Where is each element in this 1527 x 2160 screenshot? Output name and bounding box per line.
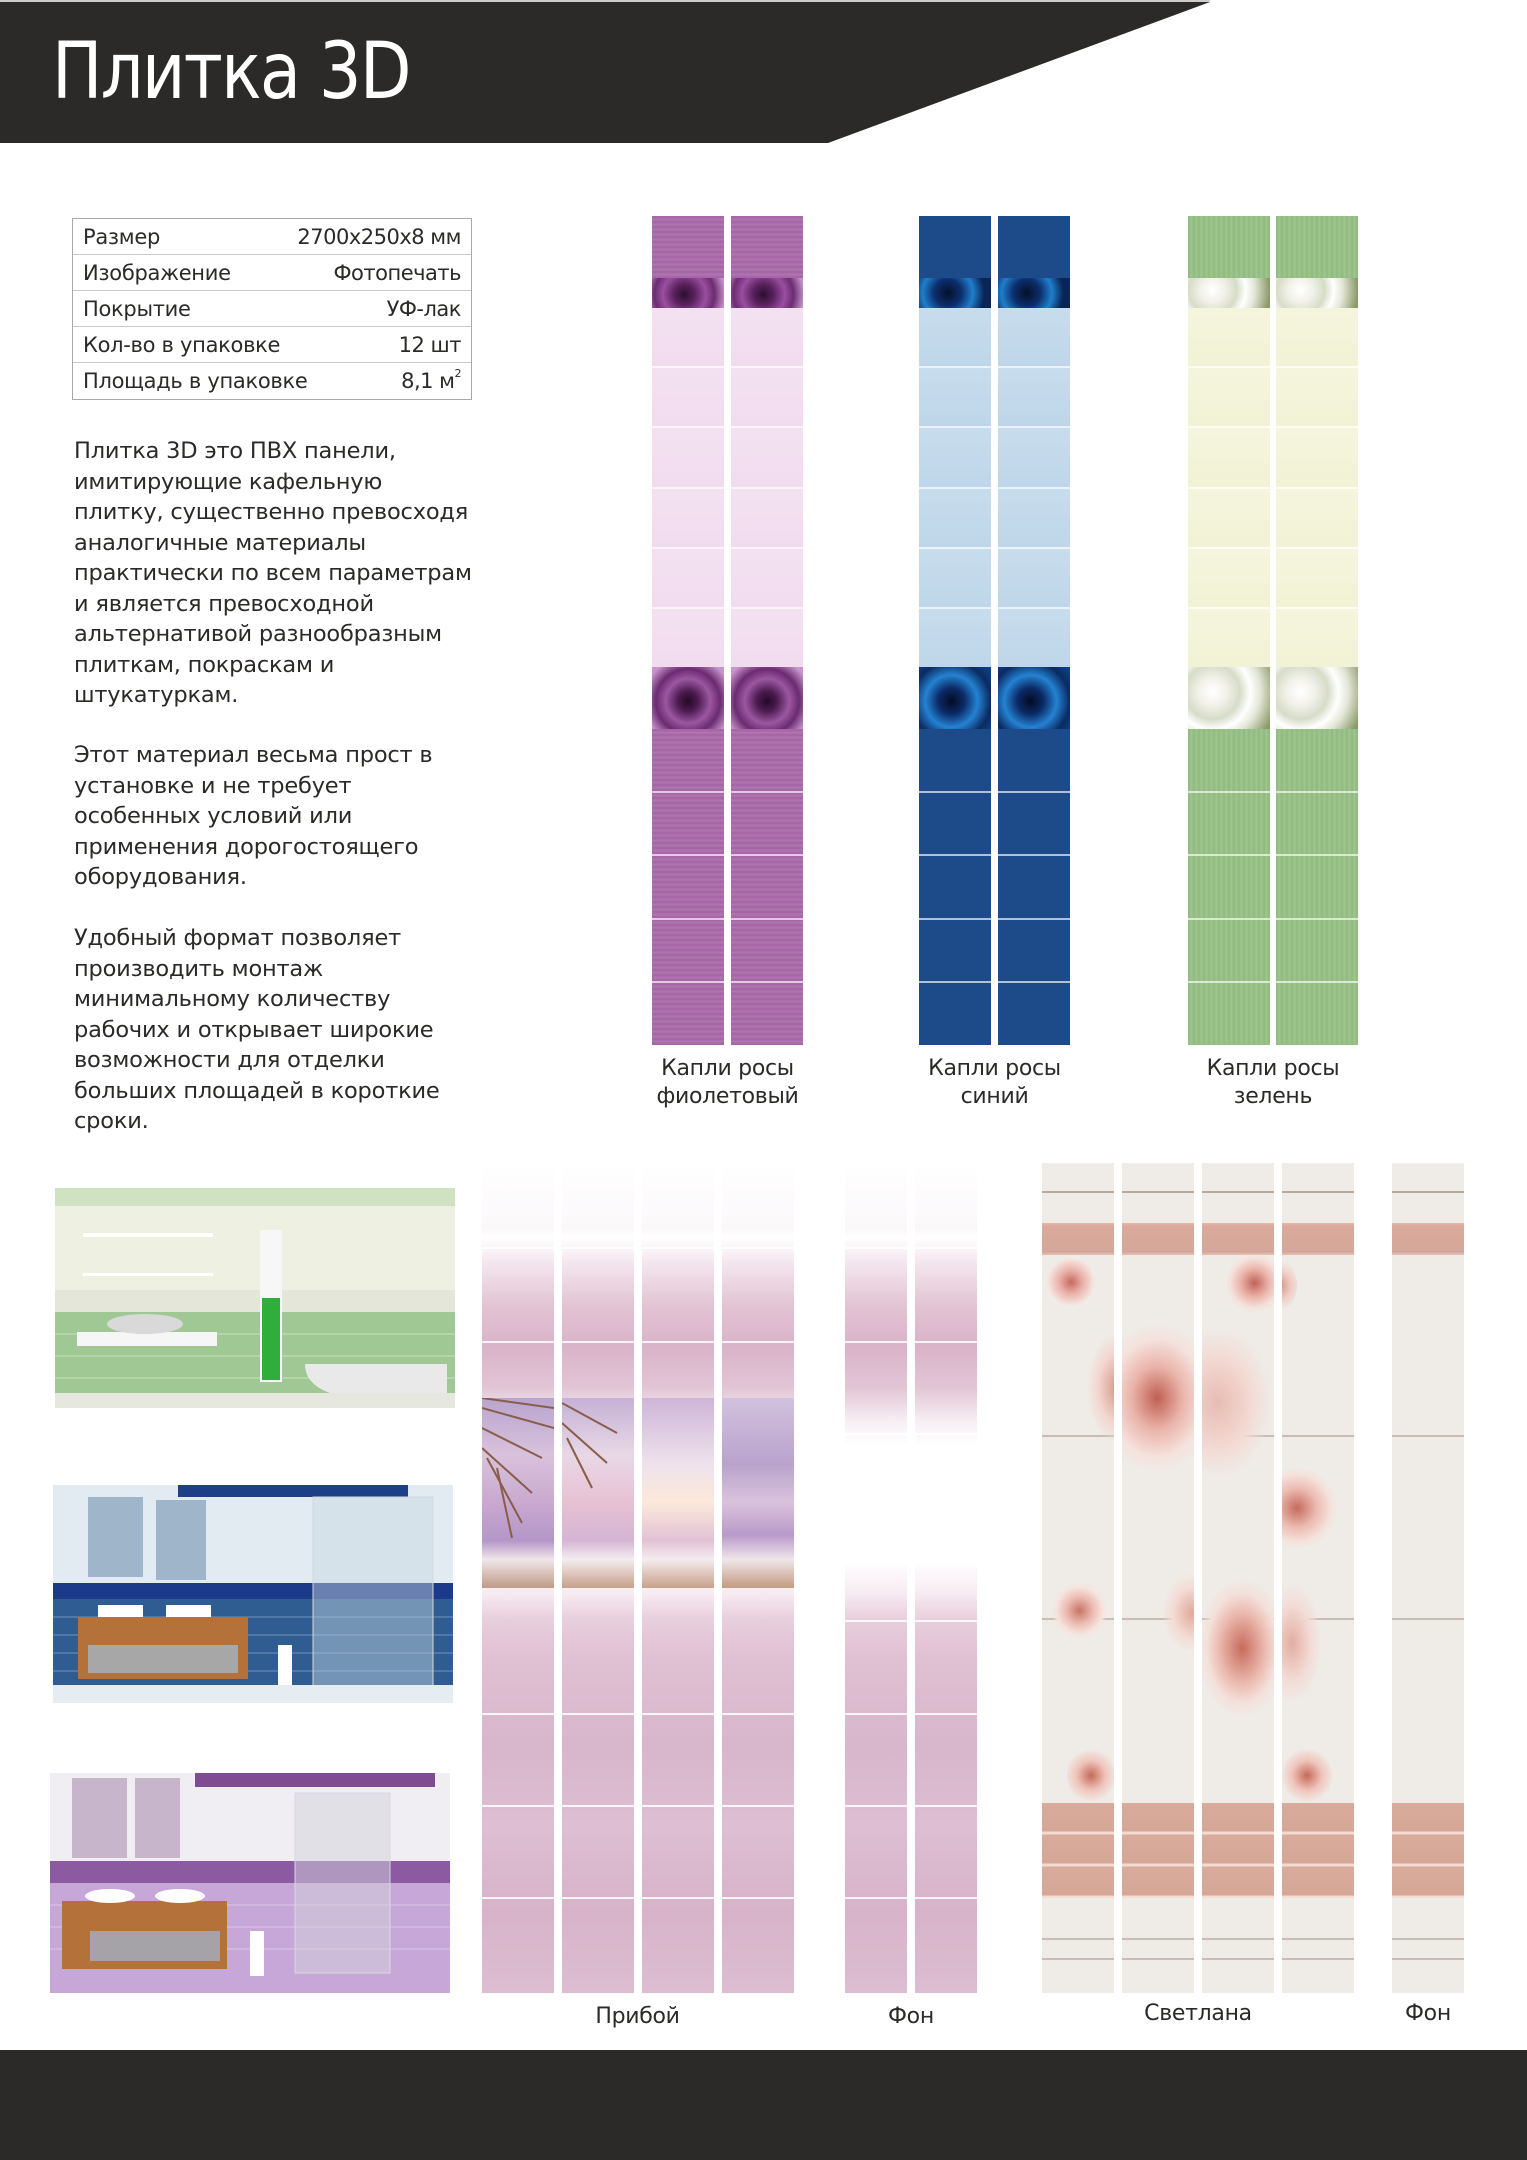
rose-border xyxy=(919,667,991,729)
product-green xyxy=(1188,216,1358,1045)
magnolia-flower-icon xyxy=(1282,1748,1332,1803)
spec-value: 2700x250x8 мм xyxy=(297,224,461,249)
spec-value: УФ-лак xyxy=(386,296,461,321)
panel-strip xyxy=(1042,1163,1114,1993)
photo-green-bathroom xyxy=(55,1188,455,1408)
spec-row-image xyxy=(73,255,471,291)
magnolia-flower-icon xyxy=(1087,1333,1114,1443)
flower-border xyxy=(1188,667,1270,729)
product-caption: Капли росы фиолетовый xyxy=(656,1056,799,1109)
spec-table xyxy=(72,218,472,400)
panel-strip xyxy=(919,216,991,1045)
palm-leaf-icon xyxy=(562,1398,634,1588)
panel-strip xyxy=(998,216,1070,1045)
spec-label: Покрытие xyxy=(83,296,191,321)
magnolia-flower-icon xyxy=(1202,1328,1272,1478)
spec-label: Кол-во в упаковке xyxy=(83,332,281,357)
spec-label: Площадь в упаковке xyxy=(83,369,308,393)
panel-group xyxy=(919,216,1070,1045)
product-caption: Светлана xyxy=(1144,2001,1252,2026)
paragraph-text: Удобный формат позволяет производить монтаж минимальному количеству рабочих и открывает широкие возможности для отделки больших площадей в короткие сроки. xyxy=(74,925,440,1134)
panel-strip xyxy=(642,1163,714,1993)
spec-row-area xyxy=(73,363,471,399)
spec-value: 12 шт xyxy=(398,332,461,357)
page-title: Плитка 3D xyxy=(52,27,410,117)
spec-row-coating xyxy=(73,291,471,327)
flower-border xyxy=(1188,278,1270,308)
spec-value-wrapper xyxy=(401,369,461,393)
description-paragraph-2 xyxy=(74,740,544,893)
panel-group xyxy=(845,1163,977,1993)
rose-border xyxy=(731,667,803,729)
panel-strip xyxy=(1202,1163,1274,1993)
spec-row-size xyxy=(73,219,471,255)
panel-strip xyxy=(1282,1163,1354,1993)
panel-group xyxy=(1188,216,1358,1045)
spec-label: Изображение xyxy=(83,260,231,285)
panel-group xyxy=(652,216,803,1045)
panel-group xyxy=(482,1163,794,1993)
product-svetlana xyxy=(1042,1163,1354,1993)
flower-border xyxy=(1276,278,1358,308)
rose-border xyxy=(652,667,724,729)
magnolia-flower-icon xyxy=(1282,1583,1322,1703)
product-caption: Фон xyxy=(1405,2001,1451,2026)
product-priboy xyxy=(482,1163,794,1993)
seascape-photo xyxy=(562,1398,634,1588)
magnolia-flower-icon xyxy=(1067,1748,1114,1803)
magnolia-flower-icon xyxy=(1202,1578,1274,1718)
product-violet xyxy=(652,216,803,1045)
product-caption: Капли росы синий xyxy=(928,1056,1061,1109)
panel-strip xyxy=(731,216,803,1045)
magnolia-flower-icon xyxy=(1282,1468,1337,1548)
spec-value: Фотопечать xyxy=(333,260,461,285)
paragraph-text: Плитка 3D это ПВХ панели, имитирующие кафельную плитку, существенно превосходя аналогичные материалы практически по всем параметрам и является превосходной альтернативой разнообразным плиткам, покраскам и штукатуркам. xyxy=(74,438,472,708)
description-paragraph-1 xyxy=(74,436,544,711)
magnolia-flower-icon xyxy=(1122,1323,1194,1473)
seascape-photo xyxy=(642,1398,714,1588)
panel-strip xyxy=(482,1163,554,1993)
product-priboy-fon xyxy=(845,1163,977,1993)
magnolia-flower-icon xyxy=(1162,1573,1194,1653)
spec-label: Размер xyxy=(83,224,160,249)
spec-row-quantity xyxy=(73,327,471,363)
seascape-photo xyxy=(722,1398,794,1588)
panel-strip xyxy=(652,216,724,1045)
photo-blue-bathroom xyxy=(53,1485,453,1703)
product-caption: Прибой xyxy=(595,2004,680,2029)
photo-violet-bathroom xyxy=(50,1773,450,1993)
panel-strip xyxy=(1276,216,1358,1045)
rose-border xyxy=(731,278,803,308)
description-paragraph-3 xyxy=(74,923,544,1137)
rose-border xyxy=(652,278,724,308)
product-blue xyxy=(919,216,1070,1045)
panel-strip xyxy=(915,1163,977,1993)
flower-border xyxy=(1276,667,1358,729)
product-svetlana-fon xyxy=(1392,1163,1464,1993)
panel-strip xyxy=(1188,216,1270,1045)
magnolia-flower-icon xyxy=(1052,1583,1107,1638)
product-caption: Капли росы зелень xyxy=(1206,1056,1340,1109)
rose-border xyxy=(998,667,1070,729)
seascape-photo xyxy=(482,1398,554,1588)
panel-strip xyxy=(1392,1163,1464,1993)
panel-group xyxy=(1042,1163,1354,1993)
magnolia-flower-icon xyxy=(1282,1258,1297,1313)
magnolia-flower-icon xyxy=(1047,1258,1095,1306)
panel-strip xyxy=(562,1163,634,1993)
spec-value: 8,1 м xyxy=(401,369,455,393)
panel-strip xyxy=(845,1163,907,1993)
panel-strip xyxy=(722,1163,794,1993)
panel-strip xyxy=(1122,1163,1194,1993)
rose-border xyxy=(998,278,1070,308)
palm-leaf-icon xyxy=(482,1398,554,1588)
magnolia-flower-icon xyxy=(1227,1253,1274,1313)
rose-border xyxy=(919,278,991,308)
footer-band xyxy=(0,2050,1527,2160)
product-caption: Фон xyxy=(888,2004,934,2029)
spec-value-superscript: 2 xyxy=(454,367,461,380)
paragraph-text: Этот материал весьма прост в установке и не требует особенных условий или применения дорогостоящего оборудования. xyxy=(74,742,433,890)
